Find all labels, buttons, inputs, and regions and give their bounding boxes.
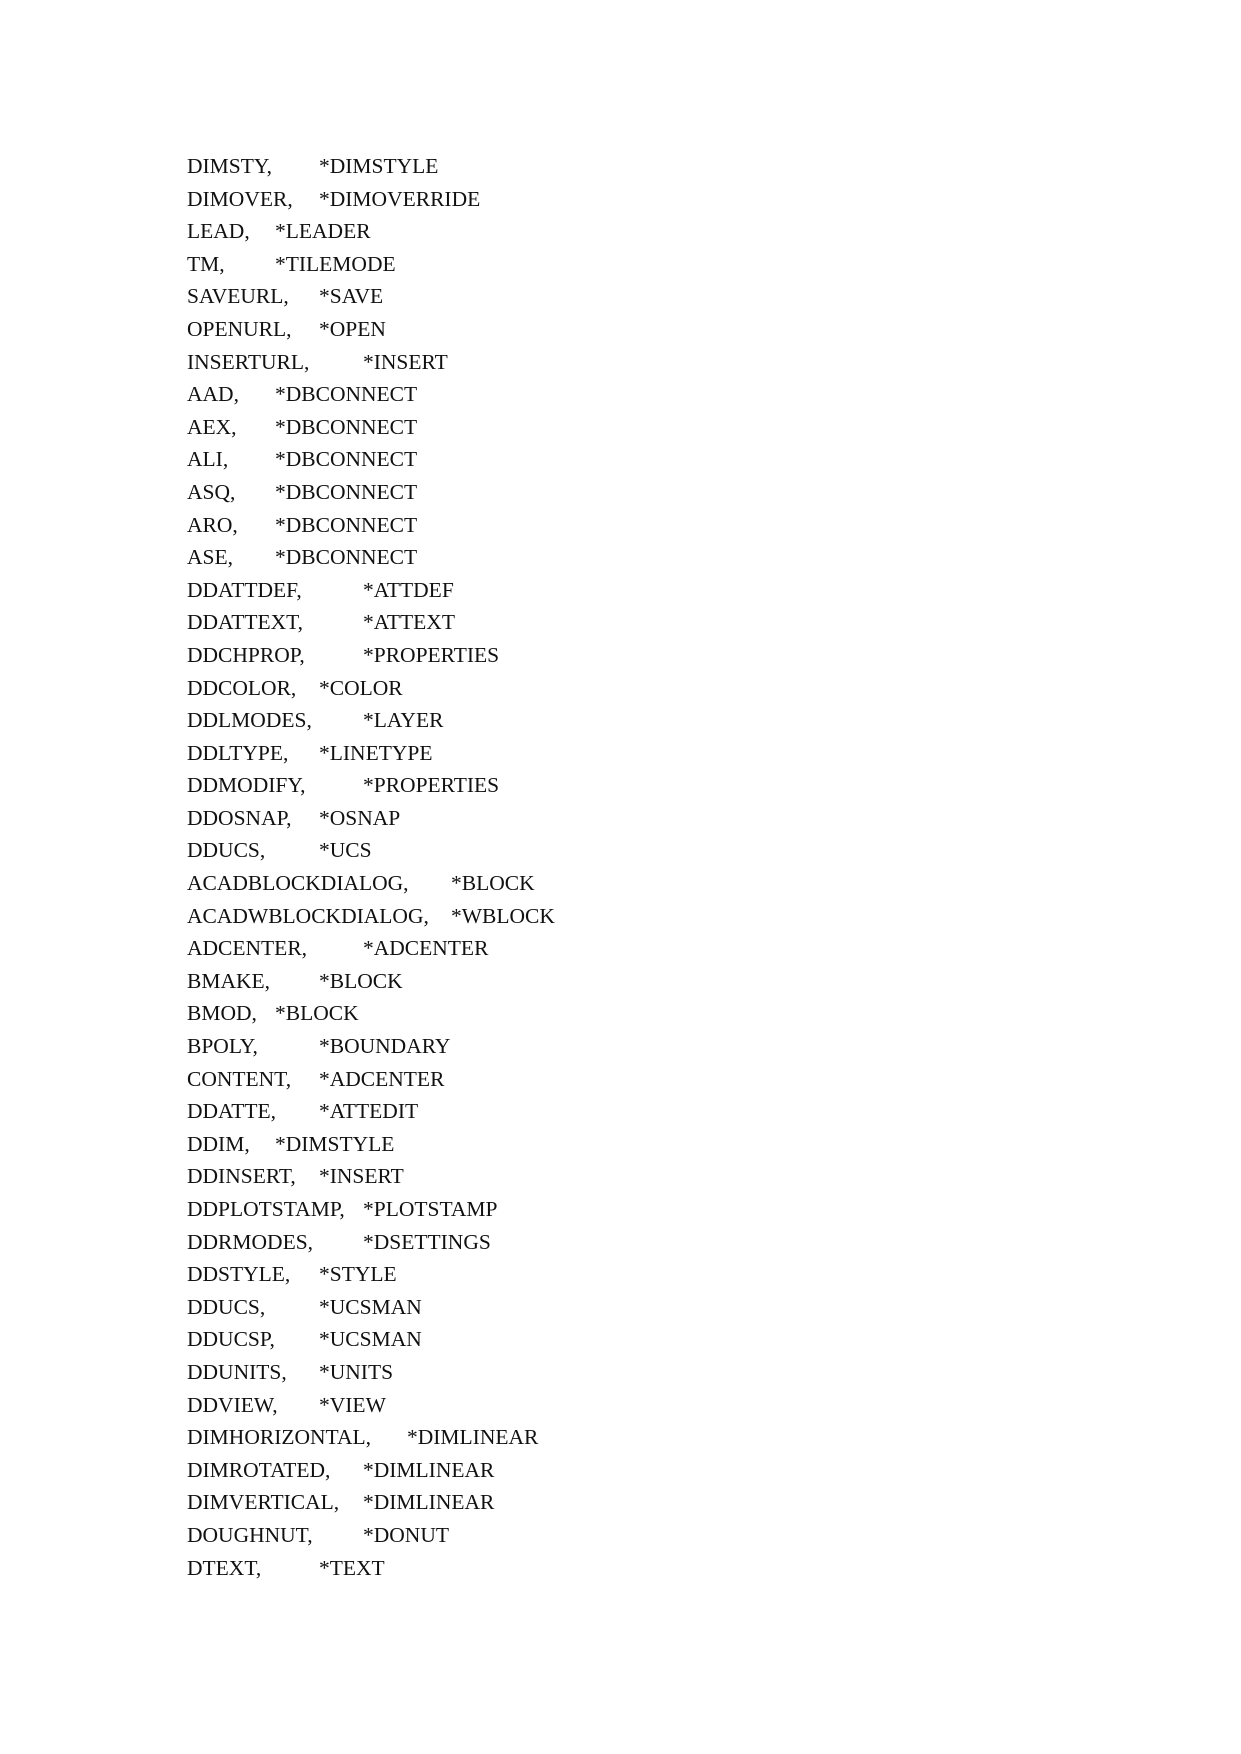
alias-name: DDATTE, [187, 1099, 276, 1124]
alias-command: *DSETTINGS [363, 1229, 491, 1254]
alias-row [187, 248, 555, 281]
alias-row [187, 215, 555, 248]
alias-command: *DIMLINEAR [363, 1490, 495, 1515]
alias-name: DDUCS, [187, 838, 266, 863]
alias-name: ASQ, [187, 479, 236, 504]
alias-name: BMAKE, [187, 968, 271, 993]
alias-command: *SAVE [319, 284, 384, 309]
alias-command: *OSNAP [319, 805, 401, 830]
alias-name: DDCHPROP, [187, 642, 305, 667]
alias-row [187, 1193, 555, 1226]
alias-row [187, 378, 555, 411]
alias-command: *DBCONNECT [275, 512, 418, 537]
alias-row [187, 1291, 555, 1324]
alias-row [187, 313, 555, 346]
alias-name: DOUGHNUT, [187, 1522, 313, 1547]
alias-row [187, 769, 555, 802]
alias-name: ARO, [187, 512, 238, 537]
alias-name: INSERTURL, [187, 349, 310, 374]
alias-command: *DIMOVERRIDE [319, 186, 481, 211]
alias-row [187, 1552, 555, 1585]
alias-name: BMOD, [187, 1001, 257, 1026]
alias-row [187, 509, 555, 542]
alias-command: *INSERT [363, 349, 448, 374]
alias-name: DTEXT, [187, 1555, 262, 1580]
alias-command: *DIMLINEAR [407, 1425, 539, 1450]
alias-row [187, 150, 555, 183]
alias-name: OPENURL, [187, 316, 292, 341]
alias-row [187, 280, 555, 313]
alias-row [187, 1258, 555, 1291]
alias-command: *DIMSTYLE [275, 1131, 395, 1156]
alias-name: DDIM, [187, 1131, 250, 1156]
alias-name: TM, [187, 251, 225, 276]
alias-command: *DONUT [363, 1522, 449, 1547]
alias-row [187, 834, 555, 867]
alias-name: SAVEURL, [187, 284, 289, 309]
alias-name: ASE, [187, 545, 233, 570]
alias-command: *LEADER [275, 219, 371, 244]
alias-name: LEAD, [187, 219, 250, 244]
alias-name: DIMSTY, [187, 154, 273, 178]
alias-row [187, 639, 555, 672]
alias-command: *ADCENTER [363, 936, 489, 961]
alias-name: DDRMODES, [187, 1229, 314, 1254]
alias-name: DDUCS, [187, 1294, 266, 1319]
alias-row [187, 672, 555, 705]
alias-command: *DIMSTYLE [319, 154, 439, 178]
alias-row [187, 1128, 555, 1161]
alias-row [187, 1454, 555, 1487]
alias-command: *WBLOCK [451, 903, 555, 928]
alias-command: *DBCONNECT [275, 479, 418, 504]
alias-command: *BLOCK [319, 968, 403, 993]
alias-name: BPOLY, [187, 1034, 258, 1059]
alias-command: *UCSMAN [319, 1294, 422, 1319]
alias-command: *UCSMAN [319, 1327, 422, 1352]
alias-row [187, 183, 555, 216]
alias-row [187, 1030, 555, 1063]
alias-command: *TEXT [319, 1555, 385, 1580]
alias-command: *BLOCK [451, 871, 535, 896]
alias-row [187, 476, 555, 509]
alias-command: *DBCONNECT [275, 447, 418, 472]
alias-command: *ATTDEF [363, 577, 454, 602]
alias-command: *LAYER [363, 708, 444, 733]
alias-row [187, 802, 555, 835]
alias-command: *COLOR [319, 675, 403, 700]
alias-row [187, 900, 555, 933]
alias-name: DDMODIFY, [187, 773, 306, 798]
alias-command: *ATTEDIT [319, 1099, 419, 1124]
alias-name: AEX, [187, 414, 237, 439]
alias-row [187, 1323, 555, 1356]
alias-command: *ADCENTER [319, 1066, 445, 1091]
alias-command: *ATTEXT [363, 610, 455, 635]
alias-name: DDCOLOR, [187, 675, 297, 700]
alias-command: *DIMLINEAR [363, 1457, 495, 1482]
alias-row [187, 1095, 555, 1128]
alias-command: *PROPERTIES [363, 642, 500, 667]
alias-command: *LINETYPE [319, 740, 433, 765]
alias-name: ACADWBLOCKDIALOG, [187, 903, 429, 928]
alias-name: DDUCSP, [187, 1327, 275, 1352]
alias-row [187, 997, 555, 1030]
alias-row [187, 574, 555, 607]
alias-row [187, 1421, 555, 1454]
alias-name: DIMHORIZONTAL, [187, 1425, 371, 1450]
alias-row [187, 1519, 555, 1552]
alias-name: DDLTYPE, [187, 740, 289, 765]
alias-name: DDUNITS, [187, 1359, 287, 1384]
alias-row [187, 965, 555, 998]
alias-row [187, 737, 555, 770]
alias-row [187, 1486, 555, 1519]
alias-name: DDSTYLE, [187, 1262, 291, 1287]
alias-name: AAD, [187, 382, 239, 407]
alias-name: DIMROTATED, [187, 1457, 331, 1482]
alias-command: *VIEW [319, 1392, 386, 1417]
alias-row [187, 411, 555, 444]
alias-row [187, 704, 555, 737]
alias-row [187, 1356, 555, 1389]
alias-name: DDPLOTSTAMP, [187, 1197, 345, 1221]
alias-name: DDINSERT, [187, 1164, 296, 1189]
alias-row [187, 1226, 555, 1259]
alias-row [187, 1160, 555, 1193]
alias-name: DDATTEXT, [187, 610, 304, 635]
alias-command: *DBCONNECT [275, 414, 418, 439]
alias-command: *UCS [319, 838, 372, 863]
alias-row [187, 541, 555, 574]
alias-name: DDVIEW, [187, 1392, 278, 1417]
alias-row [187, 1389, 555, 1422]
alias-command: *OPEN [319, 316, 386, 341]
alias-command: *TILEMODE [275, 251, 396, 276]
alias-command: *DBCONNECT [275, 545, 418, 570]
alias-name: ACADBLOCKDIALOG, [187, 871, 409, 896]
alias-command: *UNITS [319, 1359, 394, 1384]
alias-row [187, 867, 555, 900]
alias-command: *PLOTSTAMP [363, 1197, 498, 1221]
alias-name: DDLMODES, [187, 708, 312, 733]
alias-command: *PROPERTIES [363, 773, 500, 798]
command-alias-list [187, 150, 555, 1584]
alias-command: *STYLE [319, 1262, 397, 1287]
alias-command: *BOUNDARY [319, 1034, 451, 1059]
alias-command: *BLOCK [275, 1001, 359, 1026]
alias-name: ALI, [187, 447, 229, 472]
alias-row [187, 932, 555, 965]
alias-command: *INSERT [319, 1164, 404, 1189]
alias-row [187, 606, 555, 639]
alias-row [187, 443, 555, 476]
alias-name: CONTENT, [187, 1066, 292, 1091]
alias-name: DIMOVER, [187, 186, 293, 211]
alias-name: DDOSNAP, [187, 805, 292, 830]
alias-name: DIMVERTICAL, [187, 1490, 340, 1515]
alias-row [187, 346, 555, 379]
alias-name: DDATTDEF, [187, 577, 302, 602]
alias-row [187, 1063, 555, 1096]
alias-command: *DBCONNECT [275, 382, 418, 407]
alias-name: ADCENTER, [187, 936, 308, 961]
